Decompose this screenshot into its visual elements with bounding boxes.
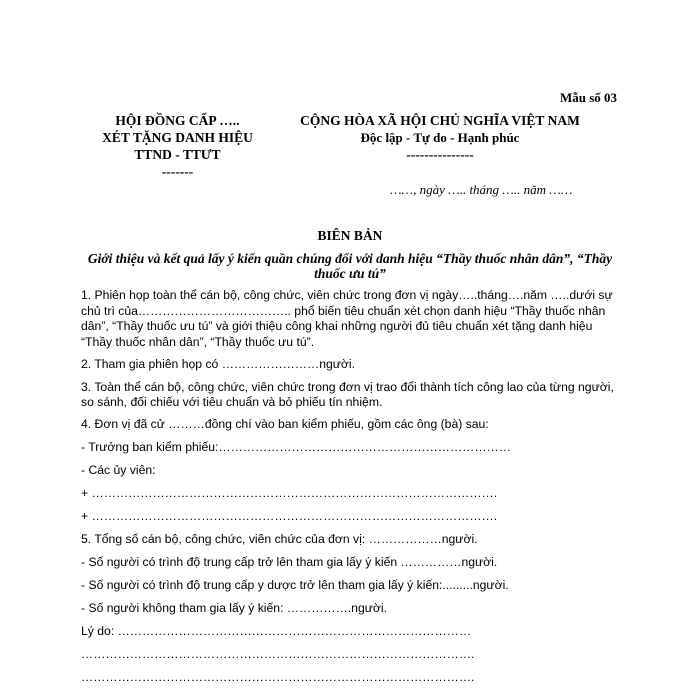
council-line3: TTND - TTƯT	[134, 147, 221, 162]
item-5-b: - Số người có trình độ trung cấp y dược trở lên tham gia lấy ý kiến:.........người.	[81, 578, 509, 592]
document-subtitle: Giới thiệu và kết quả lấy ý kiến quần chúng đối với danh hiệu “Thầy thuốc nhân dân”, “Thầy thuốc ưu tú”	[87, 251, 613, 281]
nation-motto: Độc lập - Tự do - Hạnh phúc	[360, 130, 520, 145]
council-line1: HỘI ĐỒNG CẤP …..	[115, 113, 240, 128]
nation-header	[275, 112, 605, 163]
item-2: 2. Tham gia phiên họp có ……………………người.	[81, 356, 356, 371]
item-4-members: - Các ủy viên:	[81, 463, 156, 477]
item-4-head: - Trưởng ban kiểm phiếu:………………………………………………………………	[81, 440, 511, 454]
document-title: BIÊN BẢN	[317, 228, 383, 243]
reason-line-3: …………………………………………………………………………………….	[81, 670, 475, 684]
council-divider: -------	[161, 164, 194, 179]
date-line: ……, ngày ….. tháng ….. năm ……	[390, 182, 573, 197]
nation-divider: ---------------	[406, 147, 474, 162]
item-4-plus-2: + ……………………………………………………………………………………….	[81, 509, 498, 523]
item-3: 3. Toàn thể cán bộ, công chức, viên chức trong đơn vị trao đổi thành tích công lao của từng người, so sánh, đối chiếu với tiêu chuẩn và bỏ phiếu tín nhiệm.	[81, 379, 614, 409]
item-5-c: - Số người không tham gia lấy ý kiến: …………….người.	[81, 601, 387, 615]
document-body	[81, 288, 621, 693]
item-1: 1. Phiên họp toàn thể cán bộ, công chức, viên chức trong đơn vị ngày…..tháng….năm …..dưới sự chủ trì của……………………………….. phổ biến tiêu chuẩn xét chọn danh hiệu “Thầy thuốc nhân dân”, “Thầy thuốc ưu tú” và giới thiệu công khai những người đủ tiêu chuẩn xét tặng danh hiệu “Thầy thuốc nhân dân”, “Thầy thuốc ưu tú”.	[81, 288, 613, 349]
item-5: 5. Tổng số cán bộ, công chức, viên chức của đơn vị: ………………người.	[81, 532, 478, 546]
item-4-plus-1: + ……………………………………………………………………………………….	[81, 486, 498, 500]
council-header	[90, 112, 265, 180]
council-line2: XÉT TẶNG DANH HIỆU	[102, 130, 253, 145]
item-4: 4. Đơn vị đã cử ………đồng chí vào ban kiểm phiếu, gồm các ông (bà) sau:	[81, 417, 489, 431]
form-number: Mẫu số 03	[560, 90, 618, 105]
reason-line-2: …………………………………………………………………………………….	[81, 647, 475, 661]
reason-line: Lý do: ……………………………………………………………………………	[81, 624, 472, 638]
item-5-a: - Số người có trình độ trung cấp trở lên tham gia lấy ý kiến ……………người.	[81, 555, 498, 569]
nation-title: CỘNG HÒA XÃ HỘI CHỦ NGHĨA VIỆT NAM	[300, 113, 580, 128]
